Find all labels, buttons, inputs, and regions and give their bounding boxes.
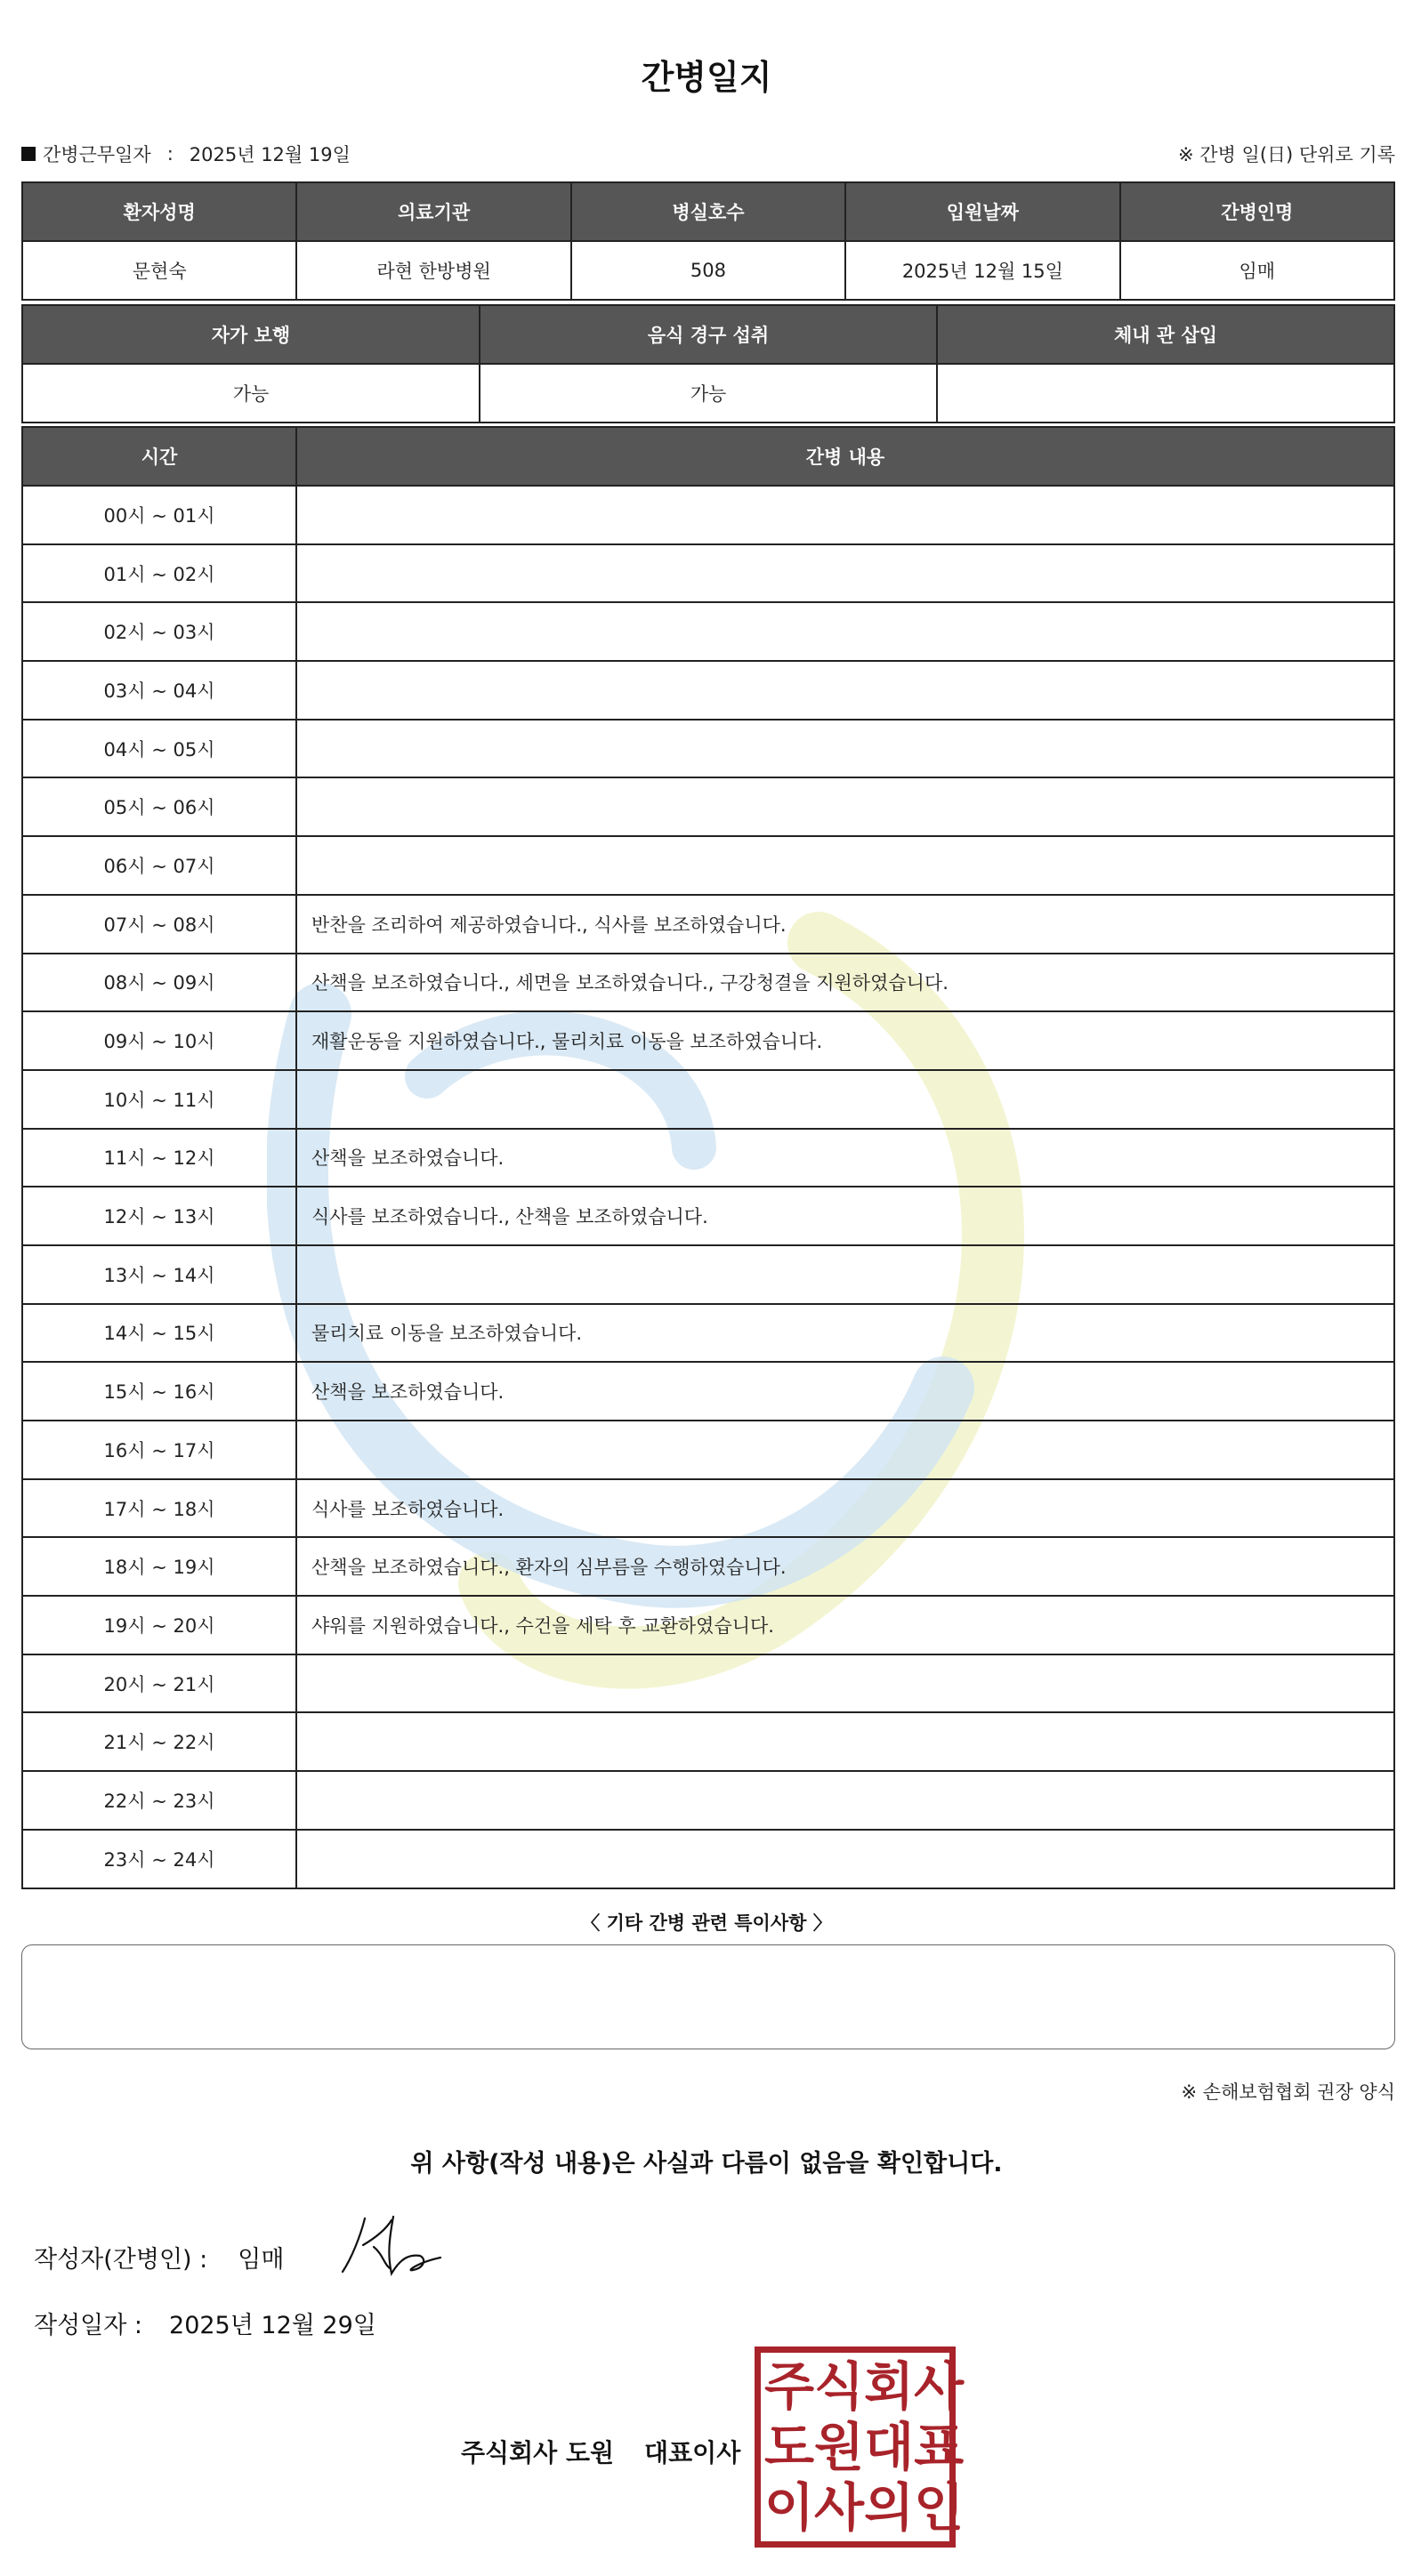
care-content: 산책을 보조하였습니다. (296, 1362, 1394, 1421)
square-bullet-icon (21, 147, 36, 161)
patient-ability-table (21, 304, 1395, 423)
table-row (22, 544, 1394, 603)
admission-date: 2025년 12월 15일 (845, 241, 1119, 300)
time-slot: 08시 ~ 09시 (22, 954, 296, 1012)
oral-intake-value: 가능 (480, 364, 937, 423)
care-content (296, 486, 1394, 544)
care-content: 산책을 보조하였습니다., 환자의 심부름을 수행하였습니다. (296, 1537, 1394, 1596)
table-row (22, 954, 1394, 1012)
time-slot: 06시 ~ 07시 (22, 836, 296, 895)
record-note: ※ 간병 일(日) 단위로 기록 (1178, 144, 1395, 165)
header-self-walking: 자가 보행 (22, 305, 480, 364)
seal-character: 원 (814, 2417, 865, 2477)
table-row (22, 1245, 1394, 1304)
time-slot: 15시 ~ 16시 (22, 1362, 296, 1421)
care-content (296, 1771, 1394, 1830)
table-row (22, 1421, 1394, 1479)
seal-character: 인 (914, 2477, 965, 2538)
time-slot: 19시 ~ 20시 (22, 1596, 296, 1654)
header-care-content: 간병 내용 (296, 427, 1394, 486)
seal-character: 식 (814, 2356, 865, 2417)
ability-header-row (22, 305, 1394, 364)
time-slot: 17시 ~ 18시 (22, 1479, 296, 1538)
care-content (296, 602, 1394, 661)
tube-insertion-value (937, 364, 1394, 423)
table-row (22, 1187, 1394, 1245)
company-role: 대표이사 (644, 2438, 741, 2467)
care-content: 물리치료 이동을 보조하였습니다. (296, 1304, 1394, 1363)
seal-character: 표 (914, 2417, 965, 2477)
work-date-line (21, 141, 351, 167)
table-row (22, 836, 1394, 895)
header-patient-name: 환자성명 (22, 182, 296, 241)
care-content (296, 1245, 1394, 1304)
time-slot: 18시 ~ 19시 (22, 1537, 296, 1596)
work-date-value: 2025년 12월 19일 (189, 144, 351, 165)
care-content (296, 1830, 1394, 1888)
table-row (22, 777, 1394, 836)
care-content (296, 777, 1394, 836)
self-walking-value: 가능 (22, 364, 480, 423)
table-row (22, 1712, 1394, 1771)
time-slot: 23시 ~ 24시 (22, 1830, 296, 1888)
care-content: 식사를 보조하였습니다. (296, 1479, 1394, 1538)
time-slot: 21시 ~ 22시 (22, 1712, 296, 1771)
work-date-label: 간병근무일자 (43, 144, 151, 165)
header-time: 시간 (22, 427, 296, 486)
writer-line (34, 2240, 284, 2274)
confirmation-statement: 위 사항(작성 내용)은 사실과 다름이 없음을 확인합니다. (410, 2150, 1003, 2178)
patient-name: 문현숙 (22, 241, 296, 300)
time-slot: 07시 ~ 08시 (22, 895, 296, 954)
seal-character: 사 (914, 2356, 965, 2417)
care-content (296, 1421, 1394, 1479)
time-slot: 14시 ~ 15시 (22, 1304, 296, 1363)
time-slot: 03시 ~ 04시 (22, 661, 296, 720)
table-row (22, 1596, 1394, 1654)
care-content (296, 544, 1394, 603)
written-date-value: 2025년 12월 29일 (169, 2312, 376, 2339)
care-log-table (21, 426, 1395, 1889)
other-notes-box (21, 1944, 1395, 2049)
patient-info-table (21, 181, 1395, 301)
seal-character: 도 (764, 2417, 815, 2477)
table-row (22, 1070, 1394, 1129)
time-slot: 10시 ~ 11시 (22, 1070, 296, 1129)
company-line (461, 2434, 740, 2469)
care-content (296, 720, 1394, 778)
table-row (22, 1129, 1394, 1187)
time-slot: 11시 ~ 12시 (22, 1129, 296, 1187)
room-number: 508 (571, 241, 845, 300)
seal-character: 의 (864, 2477, 915, 2538)
table-row (22, 602, 1394, 661)
handwritten-signature (338, 2210, 445, 2281)
caregiver-name: 임매 (1120, 241, 1394, 300)
company-name: 주식회사 도원 (461, 2438, 615, 2467)
time-slot: 00시 ~ 01시 (22, 486, 296, 544)
header-tube-insertion: 체내 관 삽입 (937, 305, 1394, 364)
care-content (296, 1654, 1394, 1713)
time-slot: 01시 ~ 02시 (22, 544, 296, 603)
time-slot: 04시 ~ 05시 (22, 720, 296, 778)
hospital-name: 라현 한방병원 (296, 241, 570, 300)
care-content: 재활운동을 지원하였습니다., 물리치료 이동을 보조하였습니다. (296, 1011, 1394, 1070)
table-row (22, 661, 1394, 720)
patient-info-value-row (22, 241, 1394, 300)
time-slot: 09시 ~ 10시 (22, 1011, 296, 1070)
table-row (22, 1479, 1394, 1538)
table-row (22, 1362, 1394, 1421)
time-slot: 16시 ~ 17시 (22, 1421, 296, 1479)
written-date-label: 작성일자 : (34, 2312, 143, 2339)
time-slot: 05시 ~ 06시 (22, 777, 296, 836)
time-slot: 22시 ~ 23시 (22, 1771, 296, 1830)
time-slot: 02시 ~ 03시 (22, 602, 296, 661)
header-room-number: 병실호수 (571, 182, 845, 241)
time-slot: 13시 ~ 14시 (22, 1245, 296, 1304)
writer-name: 임매 (238, 2246, 285, 2274)
table-row (22, 720, 1394, 778)
company-seal-stamp (755, 2347, 965, 2548)
form-footnote: ※ 손해보험협회 권장 양식 (1181, 2081, 1395, 2103)
care-content: 반찬을 조리하여 제공하였습니다., 식사를 보조하였습니다. (296, 895, 1394, 954)
page-title: 간병일지 (641, 58, 772, 97)
time-slot: 12시 ~ 13시 (22, 1187, 296, 1245)
seal-character: 대 (864, 2417, 915, 2477)
care-content (296, 1070, 1394, 1129)
header-oral-intake: 음식 경구 섭취 (480, 305, 937, 364)
care-log-header-row (22, 427, 1394, 486)
other-notes-title: 〈 기타 간병 관련 특이사항 〉 (581, 1912, 832, 1934)
care-content (296, 661, 1394, 720)
care-content: 식사를 보조하였습니다., 산책을 보조하였습니다. (296, 1187, 1394, 1245)
table-row (22, 1654, 1394, 1713)
care-content (296, 836, 1394, 895)
writer-label: 작성자(간병인) : (34, 2246, 208, 2274)
table-row (22, 1830, 1394, 1888)
seal-character: 이 (764, 2477, 815, 2538)
table-row (22, 1304, 1394, 1363)
care-content: 산책을 보조하였습니다., 세면을 보조하였습니다., 구강청결을 지원하였습니다. (296, 954, 1394, 1012)
header-admission-date: 입원날짜 (845, 182, 1119, 241)
seal-character: 회 (864, 2356, 915, 2417)
care-content: 샤워를 지원하였습니다., 수건을 세탁 후 교환하였습니다. (296, 1596, 1394, 1654)
written-date-line (34, 2306, 376, 2340)
table-row (22, 1771, 1394, 1830)
table-row (22, 486, 1394, 544)
seal-character: 사 (814, 2477, 865, 2538)
time-slot: 20시 ~ 21시 (22, 1654, 296, 1713)
work-date-separator: : (166, 143, 174, 165)
header-hospital: 의료기관 (296, 182, 570, 241)
table-row (22, 895, 1394, 954)
table-row (22, 1537, 1394, 1596)
patient-info-header-row (22, 182, 1394, 241)
care-content (296, 1712, 1394, 1771)
seal-character: 주 (764, 2356, 815, 2417)
ability-value-row (22, 364, 1394, 423)
table-row (22, 1011, 1394, 1070)
care-content: 산책을 보조하였습니다. (296, 1129, 1394, 1187)
header-caregiver-name: 간병인명 (1120, 182, 1394, 241)
